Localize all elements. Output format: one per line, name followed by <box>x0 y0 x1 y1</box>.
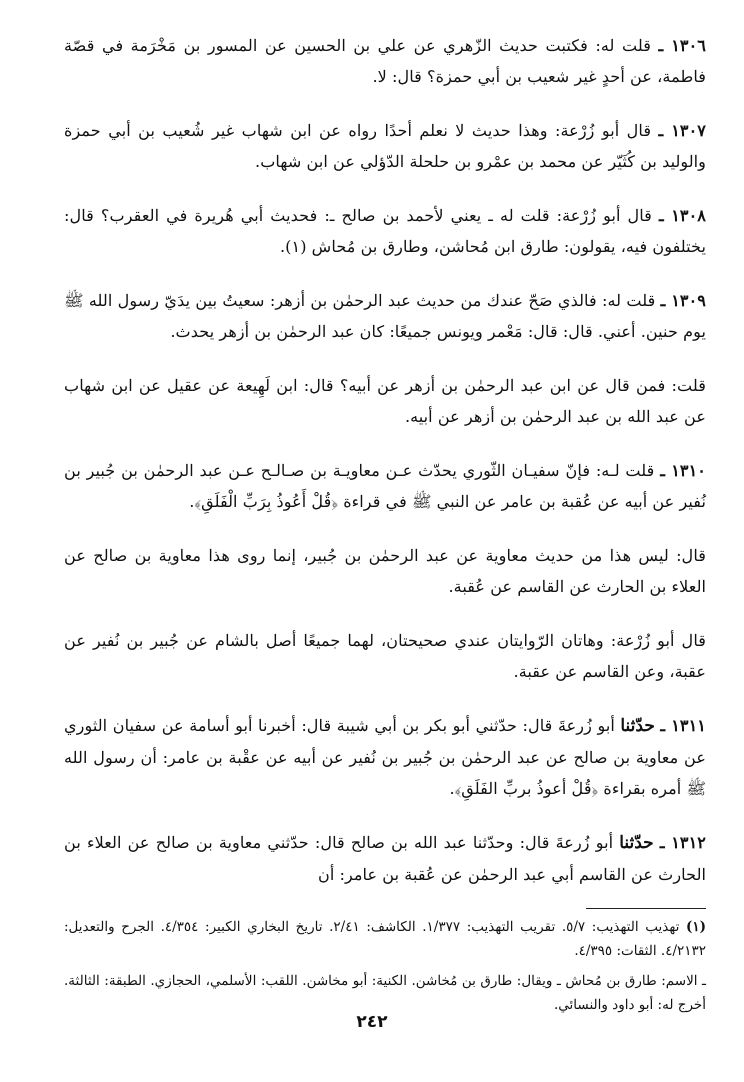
paragraph-text: قال أبو زُرْعة: وهذا حديث لا نعلم أحدًا رواه عن ابن شهاب غير شُعيب بن أبي حمزة والوليد بن كُثَيّر عن محمد بن عمْرو بن حلحلة الدّؤلي عن ابن شهاب. <box>64 121 706 171</box>
paragraph-text: قلت له: فالذي صَحّ عندك من حديث عبد الرحمٰن بن أزهر: سعيتُ بين يدَيّ رسول الله ﷺ يوم حنين. أعني. قال: قال: مَعْمر ويونس جميعًا: كان عبد الرحمٰن بن أزهر يحدث. <box>64 291 706 341</box>
entry-number: ١٣٠٨ ـ <box>658 206 706 225</box>
entry-number: ١٣١١ ـ <box>660 716 706 735</box>
paragraph-1311 <box>64 710 706 804</box>
footnote-1 <box>64 915 706 963</box>
paragraph-text: أبو زُرعةَ قال: حدّثني أبو بكر بن أبي شيبة قال: أخبرنا أبو أسامة عن سفيان الثوري عن معاوية بن صالح عن عبد الرحمٰن بن جُبير بن نُفير عن أبيه عن عقْبة بن عامر: أن رسول الله ﷺ أمره بقراءة ﴿قُلْ أعوذُ بربِّ الفَلَقِ﴾. <box>64 716 706 798</box>
paragraph-1306 <box>64 30 706 92</box>
paragraph-abu-zura <box>64 625 706 687</box>
footnote-2 <box>64 969 706 1017</box>
page-body <box>64 30 706 1023</box>
entry-number: ١٣٠٦ ـ <box>658 36 706 55</box>
paragraph-1307 <box>64 115 706 177</box>
paragraph-text: قلت لـه: فإنّ سفيـان الثّوري يحدّث عـن معاويـة بن صـالـح عـن عبد الرحمٰن بن جُبير بن نُفير عن أبيه عن عُقبة بن عامر عن النبي ﷺ في قراءة ﴿قُلْ أَعُوذُ بِرَبِّ الْفَلَقِ﴾. <box>64 461 706 511</box>
paragraph-1312 <box>64 827 706 890</box>
paragraph-1309 <box>64 285 706 347</box>
hadith-lead-word: حدّثنا <box>619 833 654 853</box>
footnote-text: ـ الاسم: طارق بن مُحاش ـ ويقال: طارق بن مُخاشن. الكنية: أبو مخاشن. اللقب: الأسلمي، الحجازي. الطبقة: الثالثة. أخرج له: أبو داود والنسائي. <box>64 973 706 1013</box>
entry-number: ١٣١٠ ـ <box>660 461 706 480</box>
paragraph-question <box>64 370 706 432</box>
entry-number: ١٣٠٩ ـ <box>660 291 706 310</box>
paragraph-answer <box>64 540 706 602</box>
paragraph-text: أبو زُرعةَ قال: وحدّثنا عبد الله بن صالح قال: حدّثني معاوية بن صالح عن العلاء بن الحارث عن القاسم أبي عبد الرحمٰن عن عُقبة بن عامر: أن <box>64 833 706 884</box>
footnote-divider <box>586 908 706 909</box>
paragraph-text: قلت له: فكتبت حديث الزّهري عن علي بن الحسين عن المسور بن مَخْرَمة في قصّة فاطمة، عن أحدٍ غير شعيب بن أبي حمزة؟ قال: لا. <box>64 36 706 86</box>
paragraph-text: قلت: فمن قال عن ابن عبد الرحمٰن بن أزهر عن أبيه؟ قال: ابن لَهِيعة عن عقيل عن ابن شهاب عن عبد الله بن عبد الرحمٰن بن أزهر عن أبيه. <box>64 376 706 426</box>
paragraph-text: قال أبو زُرْعة: قلت له ـ يعني لأحمد بن صالح ـ: فحديث أبي هُريرة في العقرب؟ قال: يختلفون فيه، يقولون: طارق ابن مُحاشن، وطارق بن مُحاش (١). <box>64 206 706 256</box>
footnote-mark: (١) <box>685 919 706 935</box>
page-number: ٢٤٢ <box>356 1012 388 1032</box>
footnote-text: تهذيب التهذيب: ٥/٧. تقريب التهذيب: ١/٣٧٧. الكاشف: ٢/٤١. تاريخ البخاري الكبير: ٤/٣٥٤. الجرح والتعديل: ٤/٢١٣٢. الثقات: ٤/٣٩٥. <box>64 919 706 959</box>
paragraph-text: قال أبو زُرْعة: وهاتان الرّوايتان عندي صحيحتان، لهما جميعًا أصل بالشام عن جُبير بن نُفير عن عقبة، وعن القاسم عن عقبة. <box>64 631 706 681</box>
paragraph-1308 <box>64 200 706 262</box>
entry-number: ١٣٠٧ ـ <box>658 121 706 140</box>
entry-number: ١٣١٢ ـ <box>659 833 706 852</box>
hadith-lead-word: حدّثنا <box>620 716 655 736</box>
paragraph-text: قال: ليس هذا من حديث معاوية عن عبد الرحمٰن بن جُبير، إنما روى هذا معاوية بن صالح عن العلاء بن الحارث عن القاسم عن عُقبة. <box>64 546 706 596</box>
paragraph-1310 <box>64 455 706 517</box>
